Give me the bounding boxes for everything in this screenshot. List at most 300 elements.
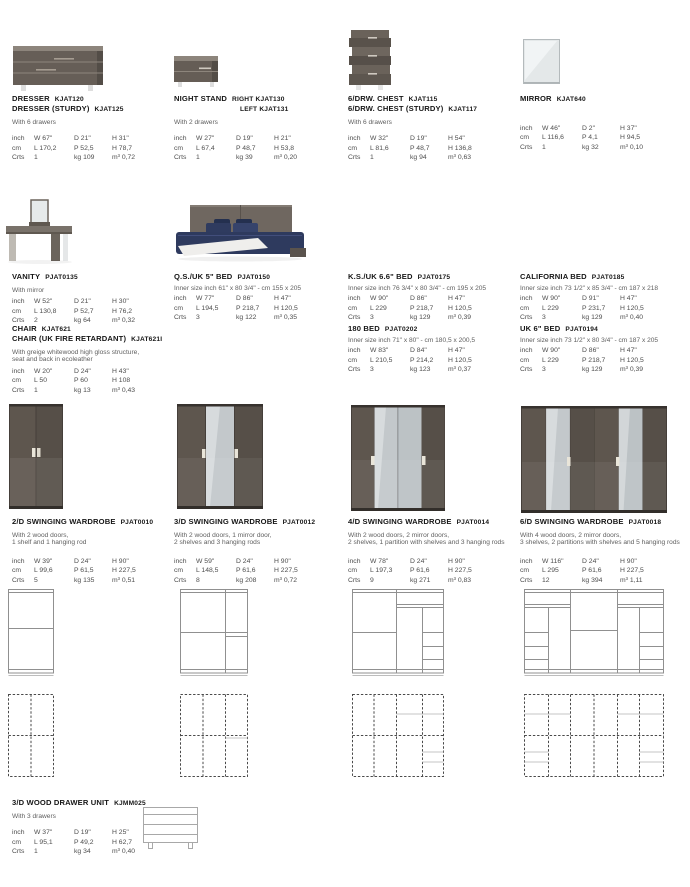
wardrobe-2d-photo-svg <box>8 403 65 513</box>
spec-value: W 90" <box>370 295 389 303</box>
spec-value: 3 <box>370 366 374 374</box>
product-description <box>348 532 518 547</box>
spec-row <box>12 297 174 306</box>
spec-row-label: inch <box>12 298 25 306</box>
spec-row <box>348 346 510 355</box>
spec-row <box>12 828 174 837</box>
spec-row <box>12 576 182 585</box>
inner-size: Inner size inch 73 1/2" x 85 3/4" - cm 187 x 218 <box>520 285 659 293</box>
spec-table <box>520 346 682 374</box>
spec-row <box>520 576 690 585</box>
spec-value: P 218,7 <box>582 356 606 364</box>
product-name: 6/D SWINGING WARDROBE <box>520 517 624 526</box>
product-name: VANITY <box>12 272 41 281</box>
spec-value: kg 135 <box>74 576 95 584</box>
spec-row <box>348 144 510 153</box>
product-title <box>12 273 174 283</box>
spec-table <box>12 367 174 395</box>
spec-table <box>12 297 174 325</box>
spec-value: H 47" <box>274 295 291 303</box>
spec-value: 1 <box>34 154 38 161</box>
product-title-line <box>348 518 518 528</box>
spec-row-label: Crts <box>12 386 25 394</box>
spec-value: m³ 0,39 <box>620 366 644 374</box>
spec-value: L 67,4 <box>196 144 215 152</box>
spec-value: P 49,2 <box>74 838 94 846</box>
spec-value: P 52,5 <box>74 144 94 152</box>
spec-value: H 120,5 <box>620 304 644 312</box>
spec-row-label: inch <box>12 557 25 565</box>
product-title <box>174 518 344 528</box>
spec-row-label: Crts <box>174 576 187 584</box>
spec-table <box>348 134 510 162</box>
spec-row <box>520 557 690 566</box>
product-name: CALIFORNIA BED <box>520 272 587 281</box>
spec-row-label: cm <box>12 567 22 575</box>
spec-value: H 25" <box>112 829 129 837</box>
product-name: Q.S./UK 5" BED <box>174 272 233 281</box>
spec-value: kg 64 <box>74 317 91 325</box>
spec-value: D 24" <box>410 557 427 565</box>
spec-row-label: inch <box>520 295 533 303</box>
product-block-wood-drawer-unit <box>12 799 174 857</box>
wardrobe-3d-plan-diagram <box>180 694 248 778</box>
product-description <box>348 119 510 127</box>
spec-row <box>520 304 682 313</box>
spec-row-label: cm <box>520 134 530 142</box>
inner-size: Inner size inch 76 3/4" x 80 3/4" - cm 195 x 205 <box>348 285 487 293</box>
spec-value: 3 <box>370 314 374 322</box>
spec-value: H 21" <box>274 135 291 143</box>
vanity-photo <box>4 198 82 264</box>
spec-value: H 54" <box>448 135 465 143</box>
description-line: With 2 drawers <box>174 118 218 126</box>
spec-table <box>174 557 344 585</box>
spec-row <box>348 576 518 585</box>
spec-value: kg 271 <box>410 576 431 584</box>
spec-value: H 47" <box>448 295 465 303</box>
spec-row <box>12 376 174 385</box>
spec-value: m³ 0,72 <box>112 154 136 161</box>
product-code: PJAT0010 <box>120 519 154 526</box>
wardrobe-6d-front-diagram <box>524 589 664 677</box>
spec-row <box>174 134 336 143</box>
spec-value: H 76,2 <box>112 307 133 315</box>
spec-value: L 229 <box>542 304 559 312</box>
spec-row-label: inch <box>348 347 361 355</box>
spec-value: 1 <box>196 154 200 161</box>
spec-table <box>174 134 336 162</box>
spec-value: 12 <box>542 576 550 584</box>
spec-row <box>174 566 344 575</box>
product-title-line <box>520 325 682 335</box>
spec-value: kg 129 <box>582 314 603 322</box>
spec-table <box>520 557 690 585</box>
spec-value: 2 <box>34 317 38 325</box>
spec-row <box>12 307 174 316</box>
product-code: LEFT KJAT131 <box>240 105 289 113</box>
spec-row-label: Crts <box>12 848 25 856</box>
product-title-line <box>174 95 336 105</box>
spec-table <box>174 294 336 322</box>
description-line: 1 shelf and 1 hanging rod <box>12 539 87 547</box>
dresser-photo-svg <box>8 42 108 94</box>
spec-row-label: inch <box>174 135 187 143</box>
product-title <box>174 273 336 283</box>
spec-value: D 86" <box>582 347 599 355</box>
product-block-night-stand <box>174 95 336 162</box>
spec-value: H 78,7 <box>112 144 133 152</box>
product-name: 6/DRW. CHEST (STURDY) <box>348 103 444 113</box>
product-title <box>348 325 510 335</box>
spec-row <box>520 124 682 133</box>
wardrobe-6d-plan-diagram <box>524 694 664 778</box>
spec-value: L 210,5 <box>370 356 393 364</box>
spec-value: m³ 0,10 <box>620 143 644 151</box>
mirror-photo <box>522 38 562 88</box>
spec-row-label: inch <box>174 295 187 303</box>
spec-row <box>174 294 336 303</box>
spec-value: P 61,6 <box>410 567 430 575</box>
spec-table <box>12 557 182 585</box>
product-title-line <box>174 273 336 283</box>
product-title <box>12 518 182 528</box>
wardrobe-3d-front-diagram <box>180 589 248 677</box>
wardrobe-2d-front-diagram <box>8 589 54 677</box>
product-block-chair <box>12 325 174 395</box>
description-line: With 4 wood doors, 2 mirror doors, <box>520 531 622 539</box>
spec-value: P 218,7 <box>236 304 260 312</box>
spec-row <box>348 566 518 575</box>
product-code: PJAT0202 <box>384 326 418 333</box>
spec-row-label: inch <box>174 557 187 565</box>
wardrobe-4d-photo-svg <box>350 404 447 515</box>
product-description <box>174 532 344 547</box>
spec-row-label: cm <box>174 144 184 152</box>
spec-value: 1 <box>34 386 38 394</box>
product-code: KJAT640 <box>556 96 586 103</box>
product-title-line <box>348 105 510 115</box>
spec-row-label: cm <box>174 567 184 575</box>
spec-value: W 39" <box>34 557 53 565</box>
spec-row-label: Crts <box>520 366 533 374</box>
product-name: DRESSER (STURDY) <box>12 103 90 113</box>
spec-value: L 116,6 <box>542 134 564 142</box>
product-code: PJAT0185 <box>591 274 625 281</box>
spec-value: D 21" <box>74 135 91 143</box>
spec-value: P 214,2 <box>410 356 434 364</box>
spec-value: kg 94 <box>410 154 427 161</box>
product-code: KJAT125 <box>94 105 124 113</box>
product-code: RIGHT KJAT130 <box>231 96 285 103</box>
nightstand-photo-svg <box>172 54 222 90</box>
spec-row <box>520 356 682 365</box>
wardrobe-4d-front-diagram <box>352 589 444 677</box>
spec-row-label: Crts <box>348 314 361 322</box>
product-block-california-bed <box>520 273 682 323</box>
spec-value: H 47" <box>448 347 465 355</box>
product-description <box>12 119 174 127</box>
spec-row-label: cm <box>12 377 22 385</box>
product-block-wardrobe-2d <box>12 518 182 585</box>
spec-value: H 90" <box>448 557 465 565</box>
spec-row-label: Crts <box>12 317 25 325</box>
spec-value: kg 129 <box>410 314 431 322</box>
spec-value: L 148,5 <box>196 567 219 575</box>
inner-size: Inner size inch 61" x 80 3/4" - cm 155 x 205 <box>174 285 302 293</box>
product-description <box>12 532 182 547</box>
spec-value: W 20" <box>34 367 53 375</box>
spec-value: m³ 0,20 <box>274 154 298 161</box>
product-title <box>12 95 174 115</box>
product-title-line <box>348 273 510 283</box>
spec-value: L 170,2 <box>34 144 57 152</box>
spec-row-label: inch <box>12 135 25 143</box>
spec-value: D 24" <box>582 557 599 565</box>
vanity-photo-svg <box>4 198 82 264</box>
spec-table <box>520 294 682 322</box>
spec-value: D 24" <box>236 557 253 565</box>
product-title-line <box>174 105 336 115</box>
description-line: With 3 drawers <box>12 812 56 820</box>
product-title <box>174 95 336 115</box>
spec-value: m³ 0,40 <box>620 314 644 322</box>
spec-value: W 52" <box>34 298 53 306</box>
product-title-line <box>520 273 682 283</box>
spec-row-label: Crts <box>12 154 25 161</box>
product-code: KJAT117 <box>448 105 478 113</box>
spec-row <box>174 313 336 322</box>
spec-table <box>12 134 174 162</box>
description-line: With 6 drawers <box>348 118 392 126</box>
spec-row <box>12 134 174 143</box>
wardrobe-6d-plan-svg <box>524 694 664 778</box>
spec-value: L 50 <box>34 377 47 385</box>
product-title <box>12 799 174 809</box>
spec-value: H 227,5 <box>112 567 136 575</box>
spec-value: kg 34 <box>74 848 91 856</box>
spec-row <box>348 153 510 162</box>
spec-value: H 90" <box>620 557 637 565</box>
spec-value: W 59" <box>196 557 215 565</box>
product-name: 3/D SWINGING WARDROBE <box>174 517 278 526</box>
spec-value: 3 <box>196 314 200 322</box>
spec-value: D 21" <box>74 298 91 306</box>
spec-row <box>520 313 682 322</box>
spec-value: kg 39 <box>236 154 253 161</box>
spec-value: 3 <box>542 366 546 374</box>
product-name: MIRROR <box>520 94 552 103</box>
product-block-uk6-bed <box>520 325 682 375</box>
spec-value: m³ 0,51 <box>112 576 136 584</box>
spec-value: L 229 <box>542 356 559 364</box>
wardrobe-4d-plan-svg <box>352 694 444 778</box>
spec-row <box>174 557 344 566</box>
product-name: 3/D WOOD DRAWER UNIT <box>12 798 110 807</box>
product-block-wardrobe-3d <box>174 518 344 585</box>
product-code: PJAT0012 <box>282 519 316 526</box>
spec-value: D 19" <box>74 829 91 837</box>
spec-row <box>348 365 510 374</box>
spec-value: kg 394 <box>582 576 603 584</box>
product-title <box>520 325 682 335</box>
spec-value: D 86" <box>236 295 253 303</box>
spec-value: m³ 0,43 <box>112 386 136 394</box>
spec-value: H 53,8 <box>274 144 295 152</box>
spec-value: m³ 0,40 <box>112 848 136 856</box>
dresser-photo <box>8 42 108 94</box>
spec-row-label: inch <box>348 295 361 303</box>
spec-row-label: cm <box>348 567 358 575</box>
spec-table <box>348 346 510 374</box>
spec-value: kg 208 <box>236 576 257 584</box>
spec-row <box>348 134 510 143</box>
product-code: PJAT0175 <box>417 274 451 281</box>
spec-table <box>12 828 174 856</box>
spec-value: 8 <box>196 576 200 584</box>
product-title-line <box>520 518 690 528</box>
spec-row-label: cm <box>348 304 358 312</box>
product-block-wardrobe-4d <box>348 518 518 585</box>
spec-row-label: inch <box>520 557 533 565</box>
spec-value: H 90" <box>112 557 129 565</box>
spec-row-label: cm <box>12 307 22 315</box>
wardrobe-3d-photo <box>176 403 264 513</box>
product-description <box>12 349 174 364</box>
spec-value: L 197,3 <box>370 567 393 575</box>
spec-row-label: cm <box>12 144 22 152</box>
product-name: K.S./UK 6.6" BED <box>348 272 413 281</box>
spec-value: H 227,5 <box>448 567 472 575</box>
spec-row-label: Crts <box>520 314 533 322</box>
spec-row <box>12 557 182 566</box>
mirror-photo-svg <box>522 38 562 88</box>
product-code: KJMM025 <box>114 800 146 807</box>
spec-table <box>520 124 682 152</box>
product-block-ks-uk66-bed <box>348 273 510 323</box>
wardrobe-6d-photo <box>520 405 668 517</box>
spec-row-label: cm <box>520 567 530 575</box>
bed-photo <box>170 204 312 262</box>
spec-table <box>348 557 518 585</box>
spec-value: 1 <box>370 154 374 161</box>
description-line: With greige whitewood high gloss structure, <box>12 348 140 356</box>
description-line: With 2 wood doors, 1 mirror door, <box>174 531 272 539</box>
product-description <box>12 813 174 821</box>
spec-row-label: Crts <box>12 576 25 584</box>
spec-value: P 4,1 <box>582 134 598 142</box>
spec-value: H 47" <box>620 295 637 303</box>
spec-value: H 31" <box>112 135 129 143</box>
spec-row-label: inch <box>520 347 533 355</box>
product-title-line <box>12 273 174 283</box>
nightstand-photo <box>172 54 222 90</box>
spec-value: m³ 1,11 <box>620 576 643 584</box>
wardrobe-2d-plan-diagram <box>8 694 54 778</box>
spec-row-label: Crts <box>348 576 361 584</box>
spec-value: H 47" <box>620 347 637 355</box>
product-title-line <box>174 518 344 528</box>
description-line: 2 shelves and 3 hanging rods <box>174 539 261 547</box>
product-name: 180 BED <box>348 324 380 333</box>
spec-value: H 37" <box>620 124 637 132</box>
spec-value: L 229 <box>370 304 387 312</box>
spec-value: D 24" <box>74 367 91 375</box>
spec-value: D 84" <box>410 347 427 355</box>
spec-value: kg 109 <box>74 154 95 161</box>
description-line: 3 shelves, 2 partitions with shelves and 5 hanging rods <box>520 539 680 547</box>
spec-value: 1 <box>542 143 546 151</box>
spec-row <box>520 566 690 575</box>
spec-value: P 218,7 <box>410 304 434 312</box>
product-title <box>520 95 682 105</box>
product-title-line <box>12 105 174 115</box>
spec-row <box>348 557 518 566</box>
product-block-wardrobe-6d <box>520 518 690 585</box>
spec-value: H 227,5 <box>274 567 298 575</box>
wardrobe-6d-front-svg <box>524 589 664 677</box>
product-block-chest <box>348 95 510 162</box>
spec-row <box>348 356 510 365</box>
product-block-vanity <box>12 273 174 326</box>
description-line: With mirror <box>12 286 45 294</box>
spec-value: m³ 0,63 <box>448 154 472 161</box>
spec-value: H 62,7 <box>112 838 133 846</box>
description-line: seat and back in ecoleather <box>12 356 93 364</box>
spec-row <box>12 386 174 395</box>
product-description <box>174 119 336 127</box>
product-title <box>348 95 510 115</box>
spec-value: P 48,7 <box>410 144 430 152</box>
spec-value: W 90" <box>542 295 561 303</box>
bed-photo-svg <box>170 204 312 262</box>
spec-row <box>12 153 174 162</box>
spec-value: W 78" <box>370 557 389 565</box>
wardrobe-4d-plan-diagram <box>352 694 444 778</box>
product-title <box>348 273 510 283</box>
product-title <box>348 518 518 528</box>
product-block-180-bed <box>348 325 510 375</box>
spec-row-label: cm <box>348 144 358 152</box>
spec-value: D 86" <box>410 295 427 303</box>
product-code: KJAT115 <box>408 96 438 103</box>
spec-value: L 130,8 <box>34 307 57 315</box>
product-block-dresser <box>12 95 174 162</box>
spec-value: P 231,7 <box>582 304 606 312</box>
product-description <box>520 532 690 547</box>
spec-value: D 19" <box>236 135 253 143</box>
spec-value: W 46" <box>542 124 561 132</box>
spec-value: D 24" <box>74 557 91 565</box>
description-line: With 2 wood doors, <box>12 531 69 539</box>
product-title-line <box>12 335 174 345</box>
product-code: KJAT621 <box>41 326 71 333</box>
product-name: 2/D SWINGING WARDROBE <box>12 517 116 526</box>
spec-row <box>348 313 510 322</box>
product-code: PJAT0135 <box>45 274 78 281</box>
spec-value: H 120,5 <box>448 356 472 364</box>
spec-value: kg 129 <box>582 366 603 374</box>
spec-value: m³ 0,32 <box>112 317 136 325</box>
spec-value: L 81,6 <box>370 144 389 152</box>
spec-value: P 48,7 <box>236 144 256 152</box>
spec-row-label: cm <box>520 304 530 312</box>
spec-value: 3 <box>542 314 546 322</box>
description-line: With 2 wood doors, 2 mirror doors, <box>348 531 450 539</box>
spec-value: W 77" <box>196 295 215 303</box>
spec-value: H 120,5 <box>448 304 472 312</box>
spec-value: W 32" <box>370 135 389 143</box>
